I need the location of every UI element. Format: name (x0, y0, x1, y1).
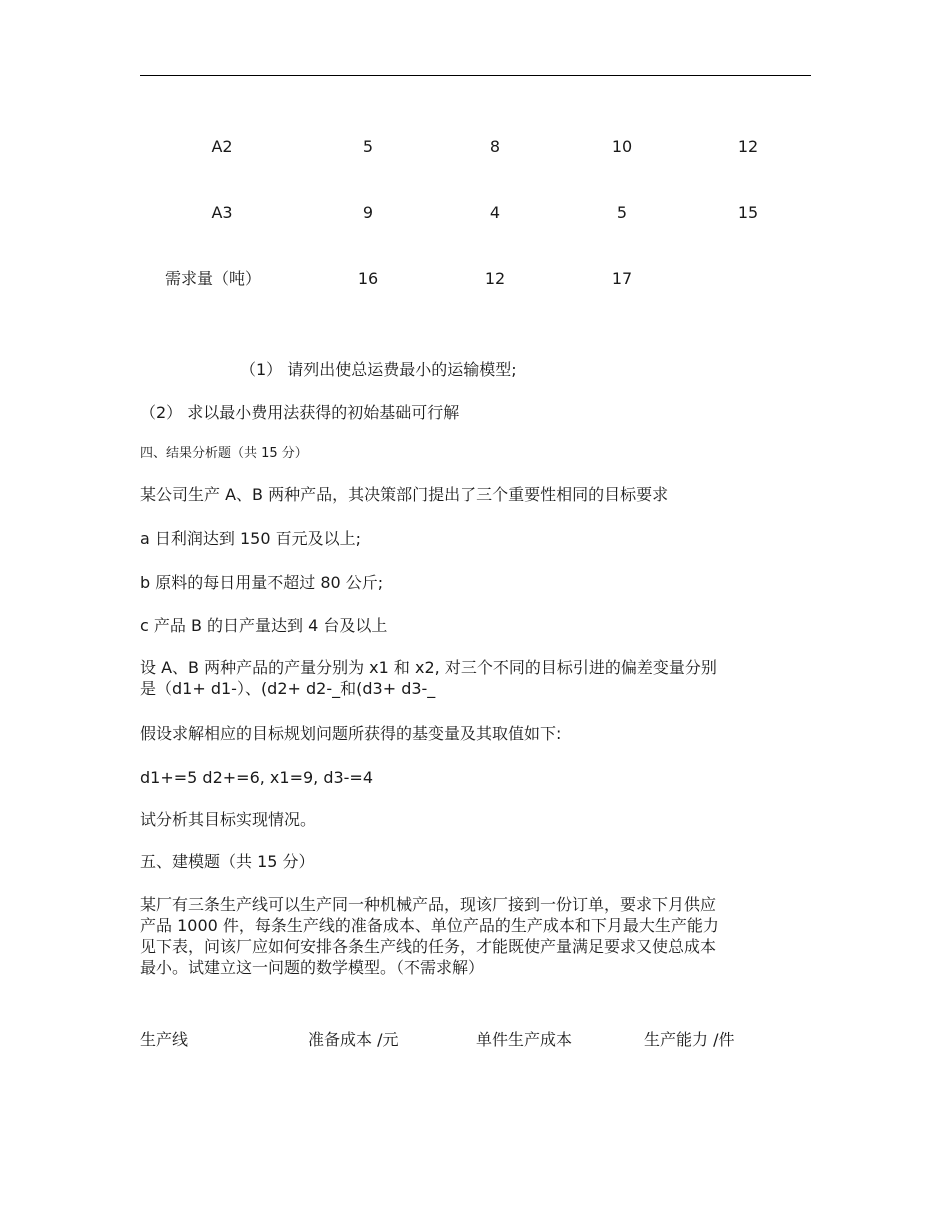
table-cell: 9 (362, 203, 374, 222)
paragraph-line: 产品 1000 件，每条生产线的准备成本、单位产品的生产成本和下月最大生产能力 (140, 916, 719, 935)
table-cell: 8 (489, 137, 501, 156)
goal-b: b 原料的每日用量不超过 80 公斤; (140, 573, 384, 592)
row-label: A3 (211, 203, 233, 222)
goal-a: a 日利润达到 150 百元及以上; (140, 529, 361, 548)
table-cell: 4 (489, 203, 501, 222)
column-header: 准备成本 /元 (308, 1030, 399, 1049)
table-cell: 5 (616, 203, 628, 222)
table-cell: 12 (737, 137, 759, 156)
modeling-paragraph (140, 894, 780, 978)
row-label: A2 (211, 137, 233, 156)
paragraph-line: 设 A、B 两种产品的产量分别为 x1 和 x2, 对三个不同的目标引进的偏差变量分别 (140, 658, 717, 677)
table-cell: 16 (357, 269, 379, 288)
section-4-heading: 四、结果分析题（共 15 分） (140, 446, 308, 461)
section-5-heading: 五、建模题（共 15 分） (140, 852, 315, 871)
question-item-2: （2） 求以最小费用法获得的初始基础可行解 (140, 403, 460, 422)
variables-paragraph (140, 657, 780, 699)
header-rule (140, 75, 811, 76)
column-header: 生产能力 /件 (644, 1030, 735, 1049)
table-cell: 12 (484, 269, 506, 288)
analysis-task: 试分析其目标实现情况。 (140, 810, 317, 829)
table-cell: 5 (362, 137, 374, 156)
assumption-text: 假设求解相应的目标规划问题所获得的基变量及其取值如下: (140, 724, 562, 743)
paragraph-line: 某厂有三条生产线可以生产同一种机械产品，现该厂接到一份订单，要求下月供应 (140, 895, 717, 914)
column-header: 单件生产成本 (476, 1030, 573, 1049)
table-cell: 17 (611, 269, 633, 288)
column-header: 生产线 (140, 1030, 189, 1049)
row-label: 需求量（吨） (164, 269, 262, 288)
paragraph-line: 见下表，问该厂应如何安排各条生产线的任务，才能既使产量满足要求又使总成本 (140, 937, 717, 956)
question-item-1: （1） 请列出使总运费最小的运输模型; (240, 360, 517, 379)
section-4-intro: 某公司生产 A、B 两种产品，其决策部门提出了三个重要性相同的目标要求 (140, 485, 669, 504)
table-cell: 15 (737, 203, 759, 222)
table-cell: 10 (611, 137, 633, 156)
paragraph-line: 最小。试建立这一问题的数学模型。（不需求解） (140, 958, 485, 977)
goal-c: c 产品 B 的日产量达到 4 台及以上 (140, 616, 388, 635)
paragraph-line: 是（d1+ d1-）、(d2+ d2-_和(d3+ d3-_ (140, 679, 436, 698)
basic-variable-values: d1+=5 d2+=6, x1=9, d3-=4 (140, 768, 374, 787)
